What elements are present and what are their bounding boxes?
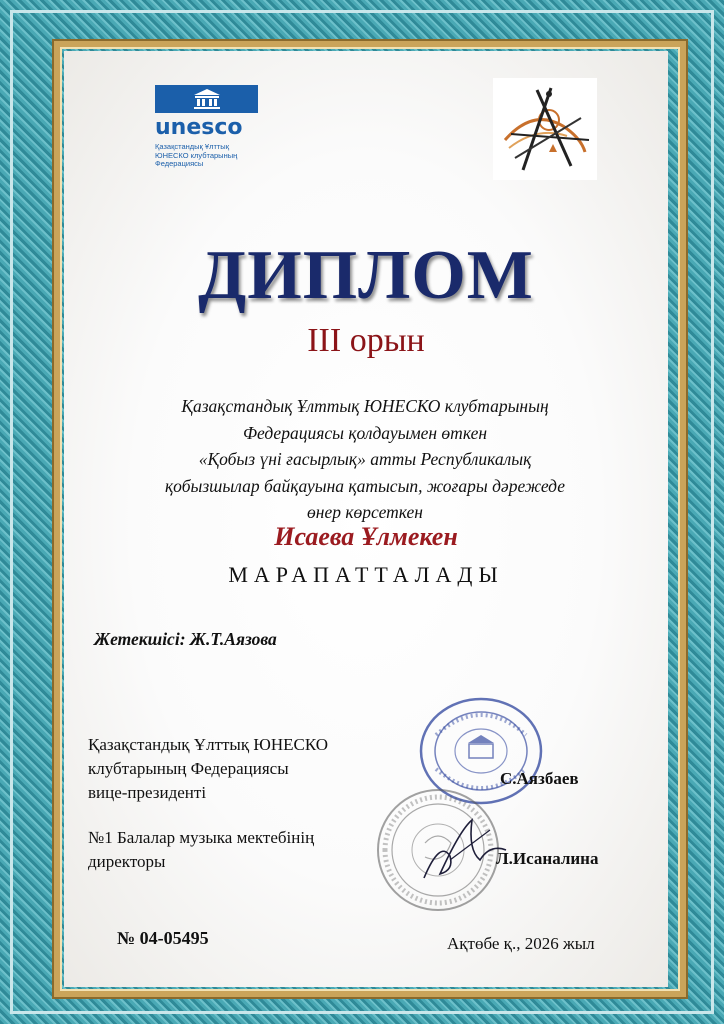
signatory-line: №1 Балалар музыка мектебінің — [88, 828, 315, 847]
signatory-line: директоры — [88, 852, 166, 871]
description-line: «Қобыз үні ғасырлық» атты Республикалық — [198, 449, 532, 469]
diploma-number: № 04-05495 — [117, 928, 209, 948]
place-label: III орын — [307, 322, 425, 359]
unesco-subtitle-line: ЮНЕСКО клубтарының — [155, 150, 238, 160]
signer-name-1: С.Аязбаев — [500, 769, 579, 788]
school-signatory — [88, 826, 314, 874]
unesco-subtitle-line: Федерациясы — [155, 159, 204, 168]
awarded-label: МАРАПАТТАЛАДЫ — [228, 562, 504, 587]
description-line: өнер көрсеткен — [307, 502, 423, 522]
recipient-name: Исаева Ұлмекен — [274, 522, 458, 551]
kobyz-festival-logo — [493, 78, 597, 180]
city-year: Ақтөбе қ., 2026 жыл — [447, 934, 595, 953]
handwritten-signature — [410, 800, 520, 890]
signatory-line: вице-президенті — [88, 783, 207, 802]
description-line: Қазақстандық Ұлттық ЮНЕСКО клубтарының — [181, 396, 549, 416]
unesco-subtitle-line: Қазақстандық Ұлттық — [155, 142, 229, 151]
unesco-wordmark: unesco — [155, 115, 243, 140]
unesco-logo — [155, 85, 267, 170]
description-line: қобызшылар байқауына қатысып, жоғары дәрежеде — [164, 475, 565, 496]
temple-icon — [193, 88, 221, 110]
diploma-title: ДИПЛОМ — [198, 237, 534, 314]
leader-line: Жетекшісі: Ж.Т.Аязова — [94, 629, 277, 649]
signer-name-2: Л.Исаналина — [496, 849, 599, 868]
kobyz-instrument-icon — [493, 78, 597, 180]
award-description — [100, 393, 630, 526]
unesco-subtitle — [155, 143, 265, 169]
description-line: Федерациясы қолдауымен өткен — [242, 422, 488, 443]
federation-signatory — [88, 733, 328, 805]
signatory-line: Қазақстандық Ұлттық ЮНЕСКО — [88, 735, 329, 754]
signatory-line: клубтарының Федерациясы — [88, 759, 289, 778]
unesco-temple-bar — [155, 85, 258, 113]
